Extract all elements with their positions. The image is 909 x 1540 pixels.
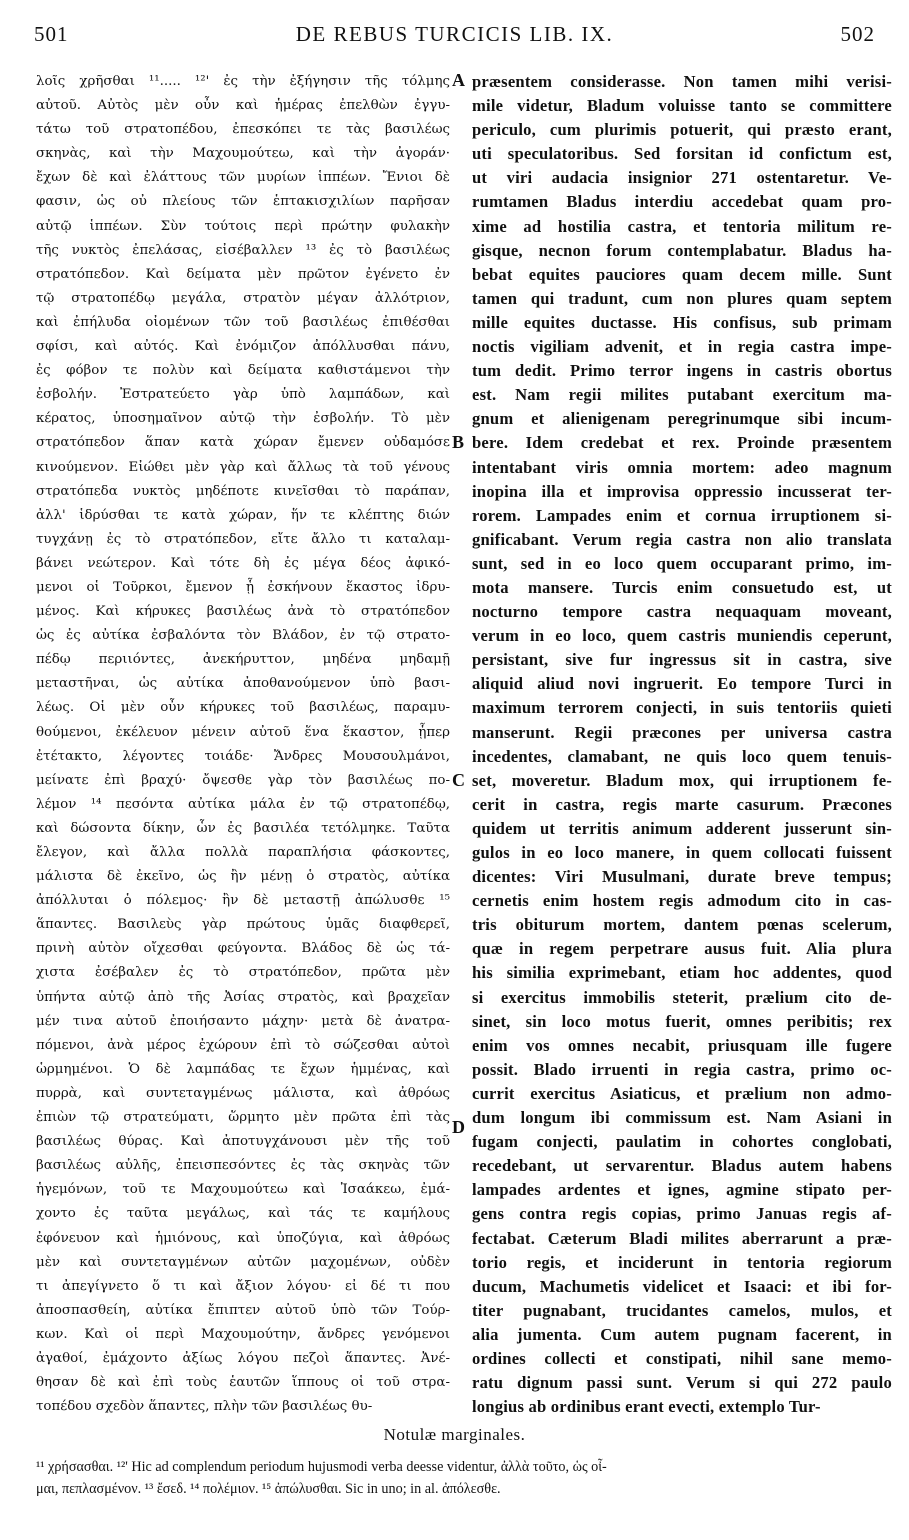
latin-text-line: lampades ardentes et ignes, agmine stipato per- (472, 1180, 892, 1200)
latin-text-line: inopina illa et improvisa oppressio incusserat ter- (472, 481, 892, 501)
greek-text-line: βασιλέως θύρας. Καὶ ἀποτυγχάνουσι μὲν τῆς τοῦ (36, 1134, 450, 1150)
latin-text-line: quæ in regem perpetrare ausus fuit. Alia plura (472, 939, 892, 959)
latin-text-line: ducum, Machumetis videlicet et Isaaci: et ibi for- (472, 1276, 892, 1296)
greek-text-line: μὲν καὶ συντεταγμένων αὐτῶν μαχομένων, οὐδὲν (36, 1254, 450, 1270)
greek-text-line: ἐπιὼν τῷ στρατεύματι, ὥρμητο μὲν πρῶτα ἐπὶ τὰς (36, 1110, 450, 1126)
greek-text-line: μενοι οἱ Τοῦρκοι, ἔμενον ᾗ ἐσκήνουν ἕκαστος ἱδρυ- (36, 579, 450, 595)
greek-text-line: χοντο ἐς ταῦτα μεγάλως, καὶ τάς τε καμήλους (36, 1206, 450, 1222)
latin-text-column (472, 70, 892, 1422)
greek-text-line: θησαν δὲ καὶ ἐπὶ τοὺς ἑαυτῶν ἵππους οἱ τοῦ στρα- (36, 1375, 450, 1391)
latin-text-line: gisque, necnon forum contemplabatur. Bladus ha- (472, 240, 892, 260)
greek-text-line: αὐτοῦ. Αὐτὸς μὲν οὖν καὶ ἡμέρας ἐπελθὼν ἐγγυ- (36, 98, 450, 114)
greek-text-line: φασιν, ὡς οὐ πλείους τῶν ἑπτακισχιλίων παρῆσαν (36, 194, 450, 210)
latin-text-line: noctis vigiliam advenit, et in regia castra impe- (472, 337, 892, 357)
latin-text-line: sinet, sin loco motus fuerit, omnes peribitis; rex (472, 1011, 892, 1031)
greek-text-line: κέρατος, ὑποσημαῖνον αὐτῷ τὴν ἐσβολήν. Τὸ μὲν (36, 411, 450, 427)
greek-text-line: ἐφόνευον καὶ ἡμιόνους, καὶ ὑποζύγια, καὶ ἀθρόως (36, 1230, 450, 1246)
greek-text-line: λέμον ¹⁴ πεσόντα αὐτίκα μάλα ἐν τῷ στρατοπέδῳ, (36, 796, 450, 812)
latin-text-line: verum in eo loco, quem castris muniendis ceperunt, (472, 626, 892, 646)
latin-text-line: persistant, sive fur ingressus sit in castra, sive (472, 650, 892, 670)
greek-text-line: ἐτέτακτο, λέγοντες τοιάδε· Ἄνδρες Μουσουλμάνοι, (36, 748, 450, 764)
greek-text-line: τῆς νυκτὸς ἐπελάσας, εἰσέβαλλεν ¹³ ἐς τὸ βασιλέως (36, 242, 450, 258)
greek-text-line: τυγχάνῃ ἐς τὸ στρατόπεδον, εἴτε ἄλλο τι καταλαμ- (36, 531, 450, 547)
greek-text-line: πυρρὰ, καὶ συντεταγμένως μάλιστα, καὶ ἀθρόως (36, 1085, 450, 1101)
page-number-left: 501 (34, 22, 69, 46)
latin-text-line: xime ad hostilia castra, et tentoria militum re- (472, 216, 892, 236)
latin-text-line: manserunt. Regii præcones per universa castra (472, 722, 892, 742)
latin-text-line: possit. Blado irruenti in regia castra, primo oc- (472, 1059, 892, 1079)
margin-letter-b: B (452, 432, 465, 452)
greek-text-line: ἡγεμόνων, τοῦ τε Μαχουμούτεω καὶ Ἰσαάκεω, ἐμά- (36, 1182, 450, 1198)
latin-text-line: fugam conjecti, paulatim in cohortes conglobati, (472, 1132, 892, 1152)
greek-text-line: στρατόπεδον ἅπαν κατὰ χώραν ἔμενεν οὐδαμόσε (36, 435, 450, 451)
latin-text-line: nocturno tempore castra nequaquam moveant, (472, 602, 892, 622)
greek-text-line: ἀποσπασθείη, αὐτίκα ἔπιπτεν αὐτοῦ ὑπὸ τῶν Τούρ- (36, 1302, 450, 1318)
greek-text-line: βάνει νεώτερον. Καὶ τότε δὴ ἐς μέγα δέος ἀφικό- (36, 555, 450, 571)
greek-text-line: ἐς φόβον τε πολὺν καὶ δείματα καθιστάμενοι τὴν (36, 363, 450, 379)
latin-text-line: gnum et alienigenam peregrinumque sibi incum- (472, 409, 892, 429)
greek-text-line: θούμενοι, ἐκέλευον μένειν αὐτοῦ ἕνα ἕκαστον, ᾗπερ (36, 724, 450, 740)
greek-text-line: μείνατε ἐπὶ βραχύ· ὄψεσθε γὰρ τὸν βασιλέως πο- (36, 772, 450, 788)
greek-text-column (36, 70, 450, 1422)
greek-text-line: μεταστῆναι, ὡς αὐτίκα ἀποθανούμενον ὑπὸ βασι- (36, 676, 450, 692)
latin-text-line: fectabat. Cæterum Bladi milites aberrarunt a præ- (472, 1228, 892, 1248)
greek-text-line: ὡς ἐς αὐτίκα ἐσβαλόντα τὸν Βλάδον, ἐν τῷ στρατο- (36, 628, 450, 644)
margin-letter-a: A (452, 70, 465, 90)
greek-text-line: λέως. Οἱ μὲν οὖν κήρυκες τοῦ βασιλέως, παραμυ- (36, 700, 450, 716)
running-title: DE REBUS TURCICIS LIB. IX. (295, 22, 614, 46)
latin-text-line: torio regis, et inciderunt in tentoria regiorum (472, 1252, 892, 1272)
latin-text-line: tamen qui tradunt, cum non plures quam septem (472, 288, 892, 308)
greek-text-line: λοῖς χρῆσθαι ¹¹..... ¹²' ἐς τὴν ἐξήγησιν τῆς τόλμης (36, 74, 450, 89)
latin-text-line: gulos in eo loco manere, in quem collocati fuissent (472, 843, 892, 862)
greek-text-line: πόμενοι, ἀνὰ μέρος ἐχώρουν ἐπὶ τὸ σώζεσθαι αὐτοὶ (36, 1037, 450, 1053)
latin-text-line: tris obiturum mortem, dantem pœnas scelerum, (472, 915, 892, 935)
latin-text-line: incedentes, clamabant, ne quis loco quem tenuis- (472, 746, 892, 766)
latin-text-line: set, moveretur. Bladum mox, qui irruptionem fe- (472, 770, 892, 790)
greek-text-line: τάτω τοῦ στρατοπέδου, ἐπεσκόπει τε τὰς βασιλέως (36, 122, 450, 138)
footnote-line: μαι, πεπλασμένον. ¹³ ἔσεδ. ¹⁴ πολέμιον. ¹⁵ ἀπώλυσθαι. Sic in uno; in al. ἀπόλεσθε. (36, 1481, 501, 1497)
greek-text-line: ὡρμημένοι. Ὁ δὲ λαμπάδας τε ἔχων ἡμμένας, καὶ (36, 1061, 450, 1077)
latin-text-line: præsentem considerasse. Non tamen mihi verisi- (472, 72, 892, 91)
footnotes-heading: Notulæ marginales. (383, 1425, 526, 1444)
latin-text-line: sunt, sed in eo loco quem occuparant primo, im- (472, 553, 892, 573)
greek-text-line: μάλιστα δὲ ἐκεῖνο, ὡς ἢν μένῃ ὁ στρατὸς, αὐτίκα (36, 869, 450, 885)
greek-text-line: πρινὴ αὐτὸν οἴχεσθαι φεύγοντα. Βλάδος δὲ ὡς τά- (36, 941, 450, 957)
latin-text-line: rorem. Lampades enim et cornua irruptionem si- (472, 505, 892, 525)
page-number-right: 502 (840, 22, 875, 46)
greek-text-line: τῷ στρατοπέδῳ μεγάλα, στρατὸν μέγαν ἀλλότριον, (36, 290, 450, 306)
latin-text-line: recedebant, ut servarentur. Bladus autem habens (472, 1156, 892, 1176)
greek-text-line: κινούμενον. Εἰώθει μὲν γὰρ καὶ ἄλλως τὰ τοῦ γένους (36, 459, 450, 475)
latin-text-line: ordines collecti et constipati, nihil sane memo- (472, 1348, 892, 1368)
greek-text-line: σφίσι, καὶ αὐτός. Καὶ ἐνόμιζον ἀπόλλυσθαι πάνυ, (36, 339, 450, 355)
greek-text-line: στρατόπεδον. Καὶ δείματα μὲν πρῶτον ἐγένετο ἐν (36, 266, 450, 282)
latin-text-line: intentabant viris omnia mortem: adeo magnum (472, 457, 892, 477)
latin-text-line: quidem ut territis animum adderent jusserunt sin- (472, 818, 892, 838)
greek-text-line: στρατόπεδα νυκτὸς μηδέποτε κινεῖσθαι τὸ παράπαν, (36, 483, 450, 499)
latin-text-line: gnificabant. Verum regia castra non alio translata (472, 529, 892, 549)
latin-text-line: mota mansere. Turcis enim consuetudo est, ut (472, 577, 892, 597)
latin-text-line: gens contra regis copias, primo Januas regis af- (472, 1204, 892, 1224)
latin-text-line: cerit in castra, regis marte casurum. Præcones (472, 794, 892, 814)
latin-text-line: rumtamen Bladus interdiu accedebat quam pro- (472, 192, 892, 212)
latin-text-line: est. Nam regii milites putabant exercitum ma- (472, 385, 892, 405)
greek-text-line: ἐσβολήν. Ἐστρατεύετο γὰρ ὑπὸ λαμπάδων, καὶ (36, 387, 450, 403)
latin-text-line: dum longum ibi commissum est. Nam Asiani in (472, 1108, 892, 1128)
greek-text-line: πέδῳ περιιόντες, ἀνεκήρυττον, μηδένα μηδαμῇ (36, 652, 450, 668)
footnotes (36, 1456, 892, 1500)
latin-text-line: bebat equites pauciores quam decem mille. Sunt (472, 264, 892, 284)
latin-text-line: uti speculatoribus. Sed forsitan id confictum est, (472, 144, 892, 164)
greek-text-line: ἀλλ' ἱδρύσθαι τε κατὰ χώραν, ἥν τε κλέπτης διών (36, 507, 450, 523)
greek-text-line: καὶ ἐπήλυδα οἰομένων τῶν τοῦ βασιλέως ἐπιθέσθαι (36, 314, 450, 330)
greek-text-line: μένος. Καὶ κήρυκες βασιλέως ἀνὰ τὸ στρατόπεδον (36, 604, 450, 620)
greek-text-line: τοπέδου σχεδὸν ἅπαντες, πλὴν τῶν βασιλέως θυ- (36, 1399, 373, 1415)
greek-text-line: καὶ δώσοντα δίκην, ὧν ἐς βασιλέα τετόλμηκε. Ταῦτα (36, 820, 450, 836)
margin-letter-d: D (452, 1117, 465, 1137)
latin-text-line: mille equites ductasse. His confisus, sub primam (472, 312, 892, 332)
page-header (20, 22, 889, 62)
latin-text-line: cernetis enim hostem regis admodum cito in cas- (472, 891, 892, 911)
latin-text-line: maximum terrorem conjecti, in suis tentoriis quieti (472, 698, 892, 718)
greek-text-line: βασιλέως αὐλῆς, ἐπεισπεσόντες ἐς τὰς σκηνὰς τῶν (36, 1158, 450, 1174)
greek-text-line: τι ἀπεγίγνετο ὅ τι καὶ ἄξιον λόγου· εἰ δέ τι που (36, 1278, 450, 1294)
latin-text-line: enim vos omnes necabit, priusquam ille fugere (472, 1035, 892, 1055)
latin-text-line: longius ab ordinibus erant evecti, extemplo Tur- (472, 1397, 821, 1417)
greek-text-line: ἔλεγον, καὶ ἄλλα πολλὰ παραπλήσια φάσκοντες, (36, 845, 450, 860)
latin-text-line: ut viri audacia insignior 271 ostentaretur. Ve- (472, 168, 892, 188)
greek-text-line: ἅπαντες. Βασιλεὺς γὰρ πρώτους ὑμᾶς διαφθερεῖ, (36, 917, 450, 933)
greek-text-line: ἀγαθοί, ἐμάχοντο ἀξίως λόγου πεζοὶ ἅπαντες. Ἀνέ- (36, 1350, 450, 1366)
greek-text-line: μέν τινα αὐτοῦ ἐποιήσαντο μάχην· μετὰ δὲ ἀνατρα- (36, 1013, 450, 1029)
latin-text-line: aliquid aliud novi ingruerit. Eo tempore Turci in (472, 674, 892, 694)
latin-text-line: bere. Idem credebat et rex. Proinde præsentem (472, 433, 892, 453)
latin-text-line: currit exercitus Asiaticus, et prælium non admo- (472, 1083, 892, 1103)
footnote-line: ¹¹ χρήσασθαι. ¹²' Hic ad complendum periodum hujusmodi verba deesse videntur, ἀλλὰ τοῦτο, ὡς οἶ- (36, 1459, 607, 1475)
greek-text-line: αὐτῷ ἱππέων. Σὺν τούτοις περὶ πρώτην φυλακὴν (36, 218, 450, 234)
latin-text-line: his similia exprimebant, etiam hoc addentes, quod (472, 963, 892, 983)
margin-letter-c: C (452, 770, 465, 790)
latin-text-line: ratu dignum passi sunt. Verum si qui 272 paulo (472, 1373, 892, 1393)
latin-text-line: alia jumenta. Cum autem pugnam facerent, in (472, 1324, 892, 1344)
latin-text-line: periculo, cum plurimis potuerit, qui præsto erant, (472, 120, 892, 140)
latin-text-line: si exercitus immobilis steterit, prælium cito de- (472, 987, 892, 1007)
latin-text-line: mile videtur, Bladum voluisse tanto se committere (472, 96, 892, 116)
greek-text-line: ὑπήντα αὐτῷ ἀπὸ τῆς Ἀσίας στρατὸς, καὶ βραχεῖαν (36, 989, 450, 1005)
latin-text-line: tum dedit. Primo terror ingens in castris obortus (472, 361, 892, 381)
greek-text-line: χιστα ἐσέβαλεν ἐς τὸ στρατόπεδον, πρῶτα μὲν (36, 965, 450, 981)
greek-text-line: κων. Καὶ οἱ περὶ Μαχουμούτην, ἄνδρες γενόμενοι (36, 1326, 450, 1342)
greek-text-line: ἔχων δὲ καὶ ἐλάττους τῶν μυρίων ἱππέων. Ἔνιοι δὲ (36, 170, 450, 186)
greek-text-line: σκηνὰς, καὶ τὴν Μαχουμούτεω, καὶ τὴν ἀγοράν· (36, 146, 450, 162)
latin-text-line: dicentes: Viri Musulmani, durate breve tempus; (472, 867, 892, 887)
latin-text-line: titer pugnabant, trucidantes camelos, mulos, et (472, 1300, 892, 1320)
greek-text-line: ἀπόλλυται ὁ πόλεμος· ἢν δὲ μεταστῇ ἀπώλυσθε ¹⁵ (36, 893, 450, 909)
